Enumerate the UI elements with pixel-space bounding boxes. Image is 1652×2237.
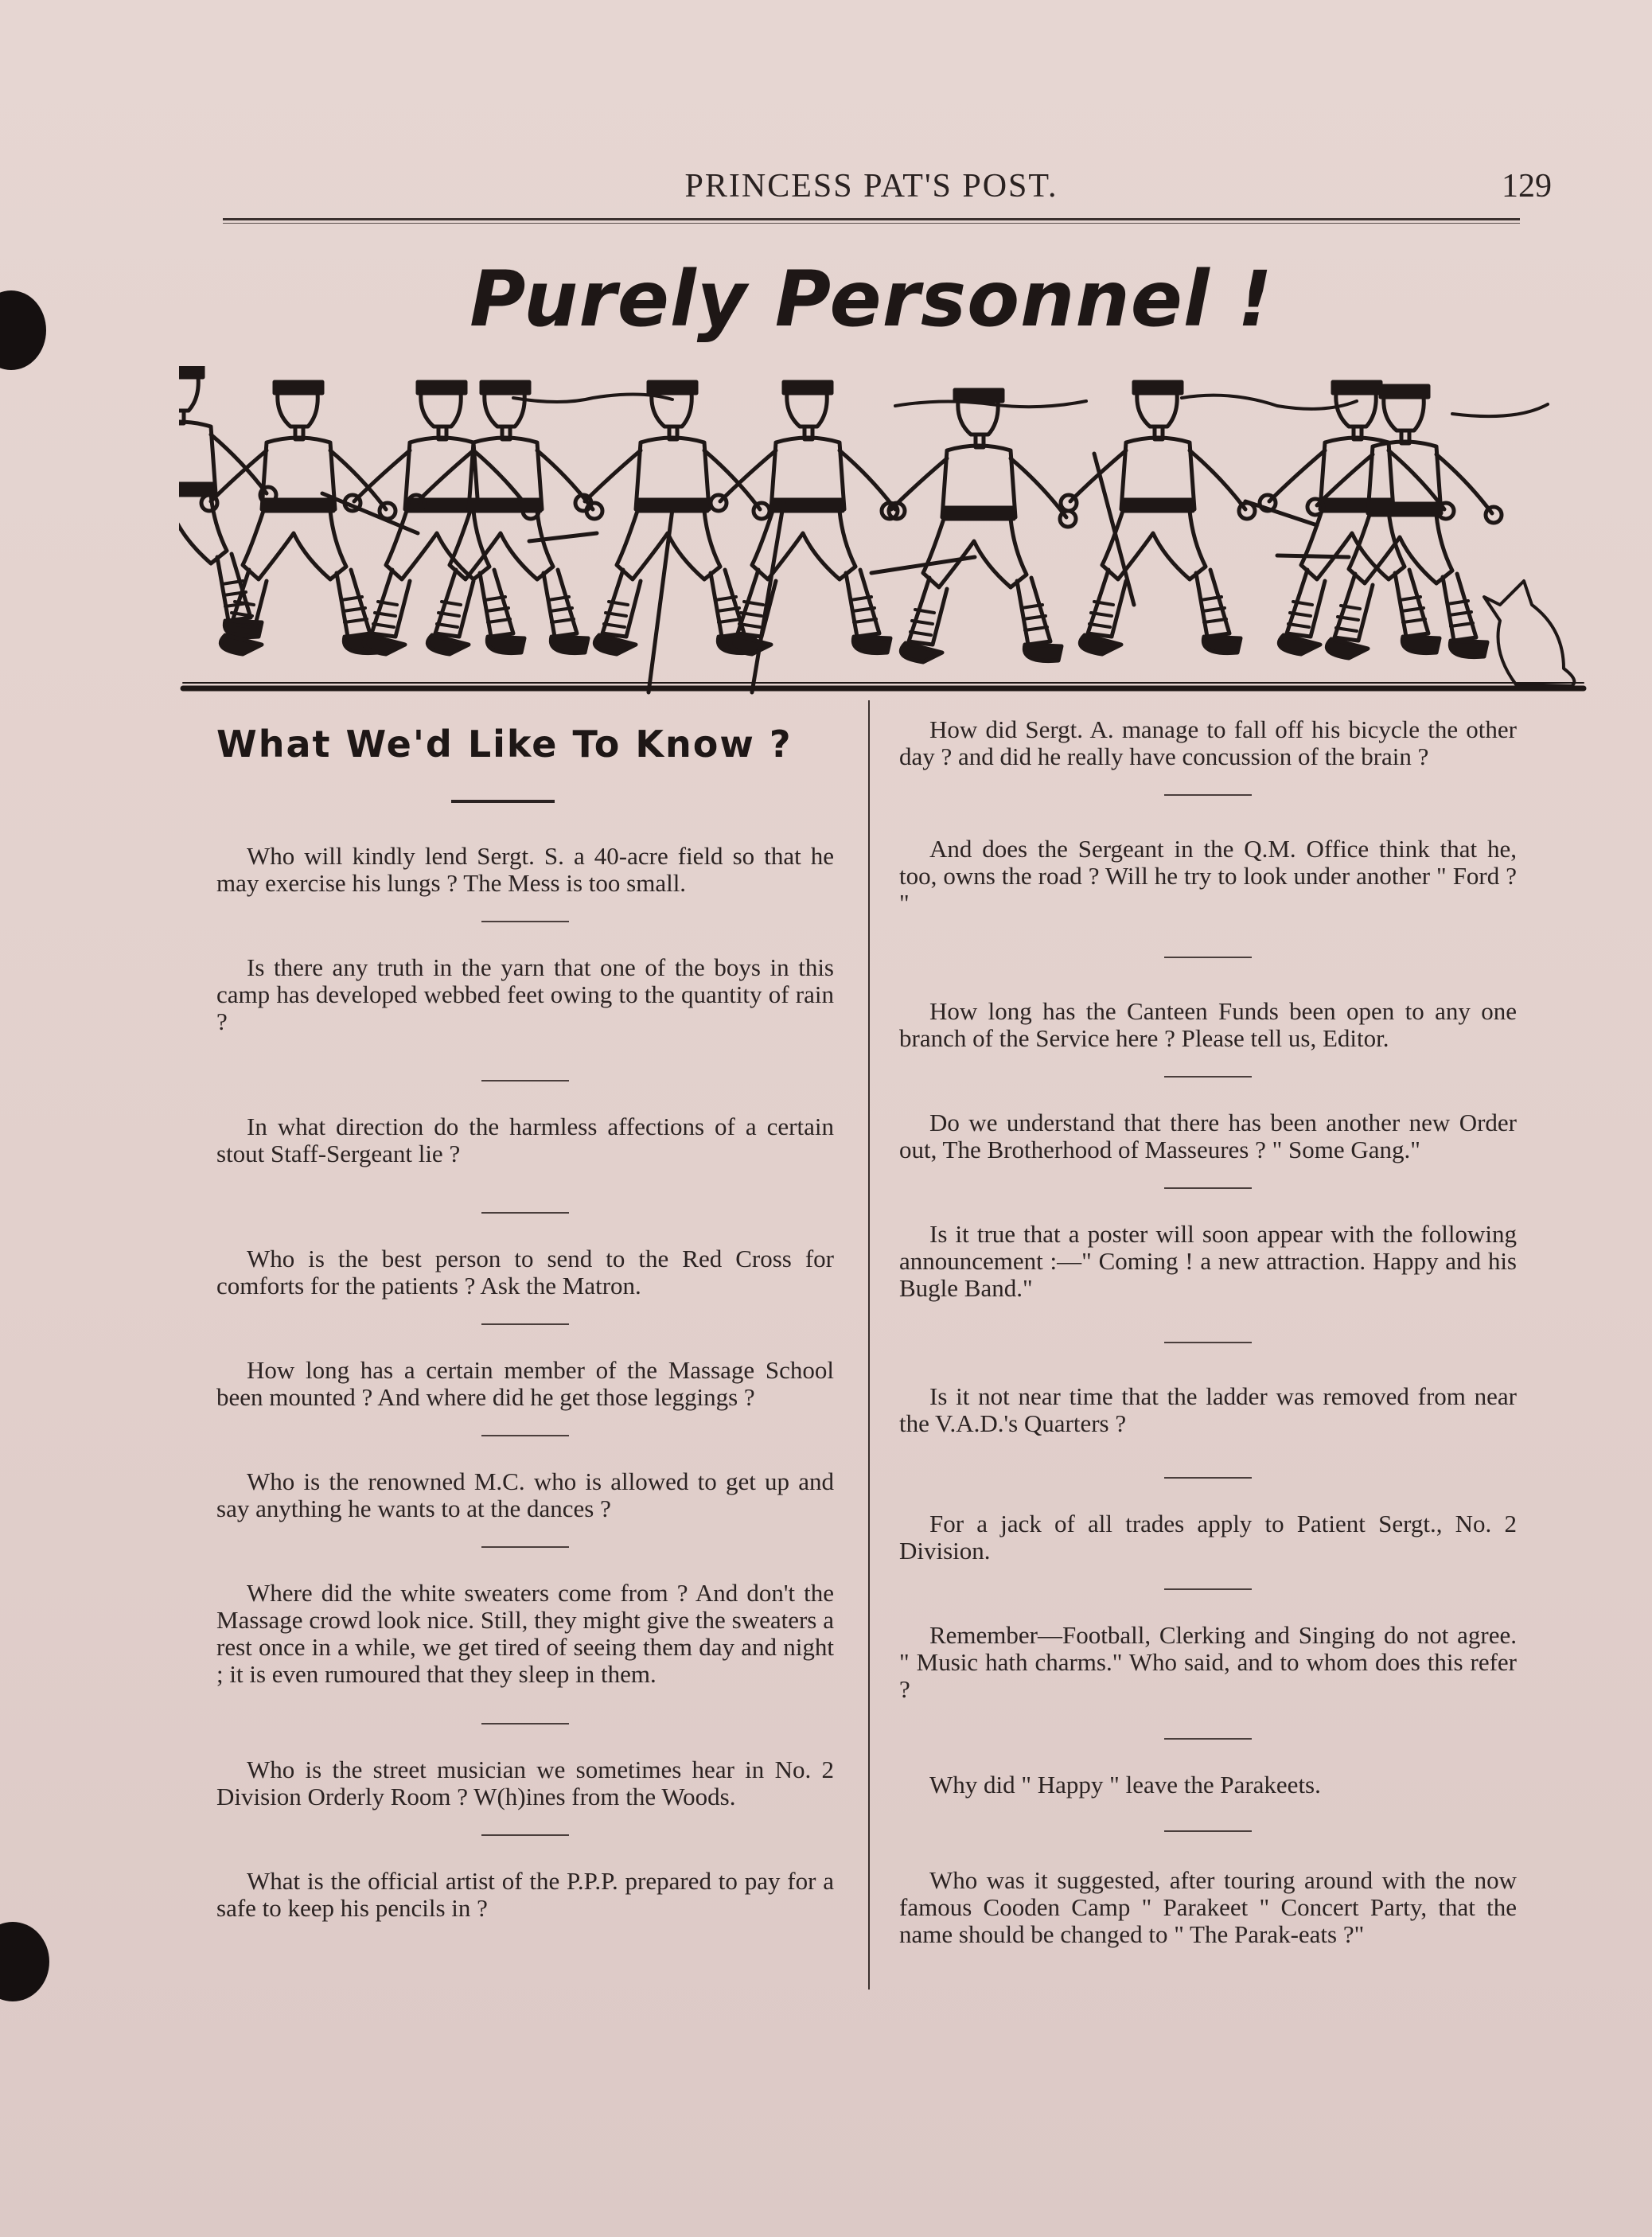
question-item: Why did " Happy " leave the Parakeets. — [929, 1771, 1321, 1799]
section-heading: What We'd Like To Know ? — [216, 723, 793, 766]
separator-rule — [1164, 1830, 1252, 1832]
header-rule-thin — [223, 223, 1520, 224]
question-item: Is it not near time that the ladder was removed from near the V.A.D.'s Quarters ? — [899, 1382, 1517, 1437]
page-number: 129 — [1502, 168, 1552, 205]
publication-title: PRINCESS PAT'S POST. — [684, 168, 1058, 205]
separator-rule — [481, 1080, 569, 1081]
question-item: How did Sergt. A. manage to fall off his bicycle the other day ? and did he really have concussion of the brain ? — [899, 715, 1517, 770]
separator-rule — [1164, 1342, 1252, 1343]
question-item: Is there any truth in the yarn that one of the boys in this camp has developed webbed feet owing to the quantity of rain ? — [216, 953, 834, 1035]
question-item: And does the Sergeant in the Q.M. Office think that he, too, owns the road ? Will he try to look under another " Ford ? " — [899, 835, 1517, 917]
question-item: Who will kindly lend Sergt. S. a 40-acre field so that he may exercise his lungs ? The Mess is too small. — [216, 842, 834, 897]
separator-rule — [1164, 1477, 1252, 1479]
separator-rule — [481, 1212, 569, 1214]
separator-rule — [481, 1323, 569, 1325]
question-item: Remember—Football, Clerking and Singing do not agree. " Music hath charms." Who said, and to whom does this refer ? — [899, 1621, 1517, 1703]
separator-rule — [1164, 1187, 1252, 1189]
question-item: Who is the best person to send to the Red Cross for comforts for the patients ? Ask the Matron. — [216, 1245, 834, 1300]
separator-rule — [1164, 1076, 1252, 1078]
separator-rule — [481, 1435, 569, 1436]
question-item: Do we understand that there has been another new Order out, The Brotherhood of Masseures ? " Some Gang." — [899, 1109, 1517, 1163]
column-divider — [868, 700, 870, 1990]
right-column — [899, 716, 1517, 1948]
separator-rule — [481, 1546, 569, 1548]
separator-rule — [1164, 794, 1252, 796]
question-item: Where did the white sweaters come from ? And don't the Massage crowd look nice. Still, they might give the sweaters a rest once in a while, we get tired of seeing them day and night ; it is even rumoured that they sleep in them. — [216, 1579, 834, 1688]
left-column — [216, 720, 834, 1922]
feature-title: Purely Personnel ! — [469, 255, 1273, 344]
question-item: Is it true that a poster will soon appear with the following announcement :—" Coming ! a new attraction. Happy and his Bugle Band." — [899, 1220, 1517, 1302]
question-item: Who is the renowned M.C. who is allowed to get up and say anything he wants to at the dances ? — [216, 1467, 834, 1522]
question-item: Who was it suggested, after touring around with the now famous Cooden Camp " Parakeet " Concert Party, that the name should be changed to " The Parak-eats ?" — [899, 1866, 1517, 1948]
question-item: What is the official artist of the P.P.P. prepared to pay for a safe to keep his pencils in ? — [216, 1867, 834, 1922]
separator-rule — [1164, 1738, 1252, 1740]
question-item: Who is the street musician we sometimes hear in No. 2 Division Orderly Room ? W(h)ines from the Woods. — [216, 1756, 834, 1810]
separator-rule — [1164, 957, 1252, 958]
separator-rule — [481, 1834, 569, 1836]
marching-soldiers-illustration — [179, 366, 1588, 696]
heading-rule — [451, 800, 555, 803]
question-item: How long has the Canteen Funds been open to any one branch of the Service here ? Please tell us, Editor. — [899, 997, 1517, 1052]
question-item: For a jack of all trades apply to Patient Sergt., No. 2 Division. — [899, 1510, 1517, 1565]
separator-rule — [481, 921, 569, 922]
question-item: In what direction do the harmless affections of a certain stout Staff-Sergeant lie ? — [216, 1113, 834, 1167]
separator-rule — [1164, 1588, 1252, 1590]
separator-rule — [481, 1723, 569, 1725]
question-item: How long has a certain member of the Massage School been mounted ? And where did he get those leggings ? — [216, 1356, 834, 1411]
header-rule — [223, 218, 1520, 220]
running-head — [223, 167, 1552, 215]
